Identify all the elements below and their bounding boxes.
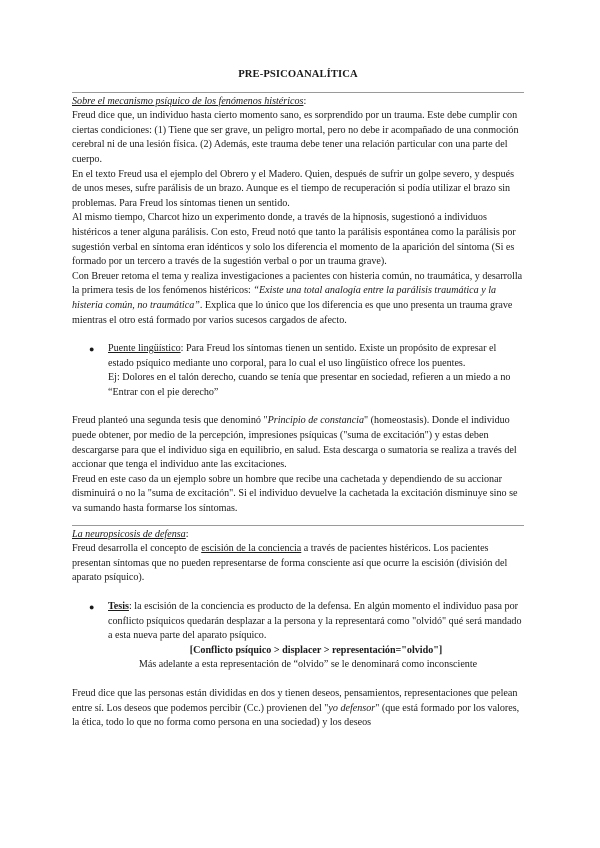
bullet-icon: ● (89, 602, 95, 612)
document-title: PRE-PSICOANALÍTICA (238, 69, 358, 80)
section-divider (72, 92, 524, 93)
section-divider (72, 525, 524, 526)
paragraph: En el texto Freud usa el ejemplo del Obrero y el Madero. Quien, después de sufrir un golpe severo, y después de unos meses, sufre parálisis de un brazo. Aunque es el tiempo de recuperación si podía utilizar el brazo sin problemas. Para Freud los síntomas tienen un sentido. (72, 168, 515, 209)
paragraph: Freud en este caso da un ejemplo sobre un hombre que recibe una cachetada y dependiendo de su accionar disminuirá o no la "suma de excitación". Si el individuo devuelve la cachetada la excitación disminuye sino se va sumando hasta formarse los síntomas. (72, 473, 518, 515)
paragraph: Freud dice que, un individuo hasta cierto momento sano, es sorprendido por un trauma. Este debe cumplir con ciertas condiciones: (1) Tiene que ser grave, un peligro mortal, pero no debe ir acompañado de una conmoción cerebral ni de una lesión física. (2) Además, este trauma debe tener una relación particular con una parte del cuerpo. (72, 110, 519, 165)
paragraph: Con Breuer retoma el tema y realiza investigaciones a pacientes con histeria común, no traumática, y desarrolla la primera tesis de los fenómenos histéricos: “Existe una total analogía entre la parálisis traumática y la histeria común, no traumática”. Explica que lo único que los diferencia es que uno presenta un trauma grave mientras el otro está formado por varios sucesos cargados de afecto. (72, 270, 523, 326)
paragraph: Freud dice que las personas están divididas en dos y tienen deseos, pensamientos, representaciones que pelean entre sí. Los deseos que podemos percibir (Cc.) provienen del "yo defensor" (que está formado por los valores, la ética, todo lo que no forma como persona en una sociedad) y los deseos (72, 687, 520, 729)
document-page (72, 68, 524, 731)
note: Más adelante a esta representación de “olvido” se le denominará como inconsciente (138, 659, 478, 671)
paragraph: Freud desarrolla el concepto de escisión de la conciencia a través de pacientes histéricos. Los pacientes presentan síntomas que no pueden representarse de forma consciente así que ocurre la escisión (división del aparato psíquico). (72, 543, 508, 584)
section-heading: La neuropsicosis de defensa: (72, 528, 189, 540)
bullet-icon: ● (89, 344, 95, 355)
bullet-item: ● Puente lingüístico: Para Freud los síntomas tienen un sentido. Existe un propósito de expresar el estado psíquico mediante uno corporal, para lo cual el uso lingüístico ofrece los puentes. Ej: Dolores en el talón derecho, cuando se tenía que presentar en sociedad, refieren a un miedo a no “Entrar con el pie derecho” (89, 343, 511, 398)
formula: [Conflicto psíquico > displacer > representación="olvido"] (189, 644, 443, 656)
paragraph: Freud planteó una segunda tesis que denominó "Principio de constancia" (homeostasis). Donde el individuo puede obtener, por medio de la percepción, impresiones psíquicas ("suma de excitación") y estas deben descargarse para que el individuo siga en equilibrio, en salud. Esta descarga o sumatoria se realiza a través del accionar que tenga el individuo ante las excitaciones. (72, 415, 517, 471)
paragraph: Al mismo tiempo, Charcot hizo un experimento donde, a través de la hipnosis, sugestionó a individuos histéricos a tener alguna parálisis. Con esto, Freud notó que tanto la parálisis espontánea como la parálisis por sugestión verbal en síntoma eran idénticos y solo los diferencia el momento de la aparición del síntoma (Si es formado por un tercero a través de la sugestión verbal o por un trauma grave). (72, 212, 516, 268)
bullet-item: ● Tesis: la escisión de la conciencia es producto de la defensa. En algún momento el individuo pasa por conflicto psíquicos quedarán desplazar a la persona y la representará como "olvidó" qué será mandado a esta nueva parte del aparato psíquico. (89, 601, 522, 642)
section-heading: Sobre el mecanismo psíquico de los fenómenos histéricos: (72, 95, 307, 107)
